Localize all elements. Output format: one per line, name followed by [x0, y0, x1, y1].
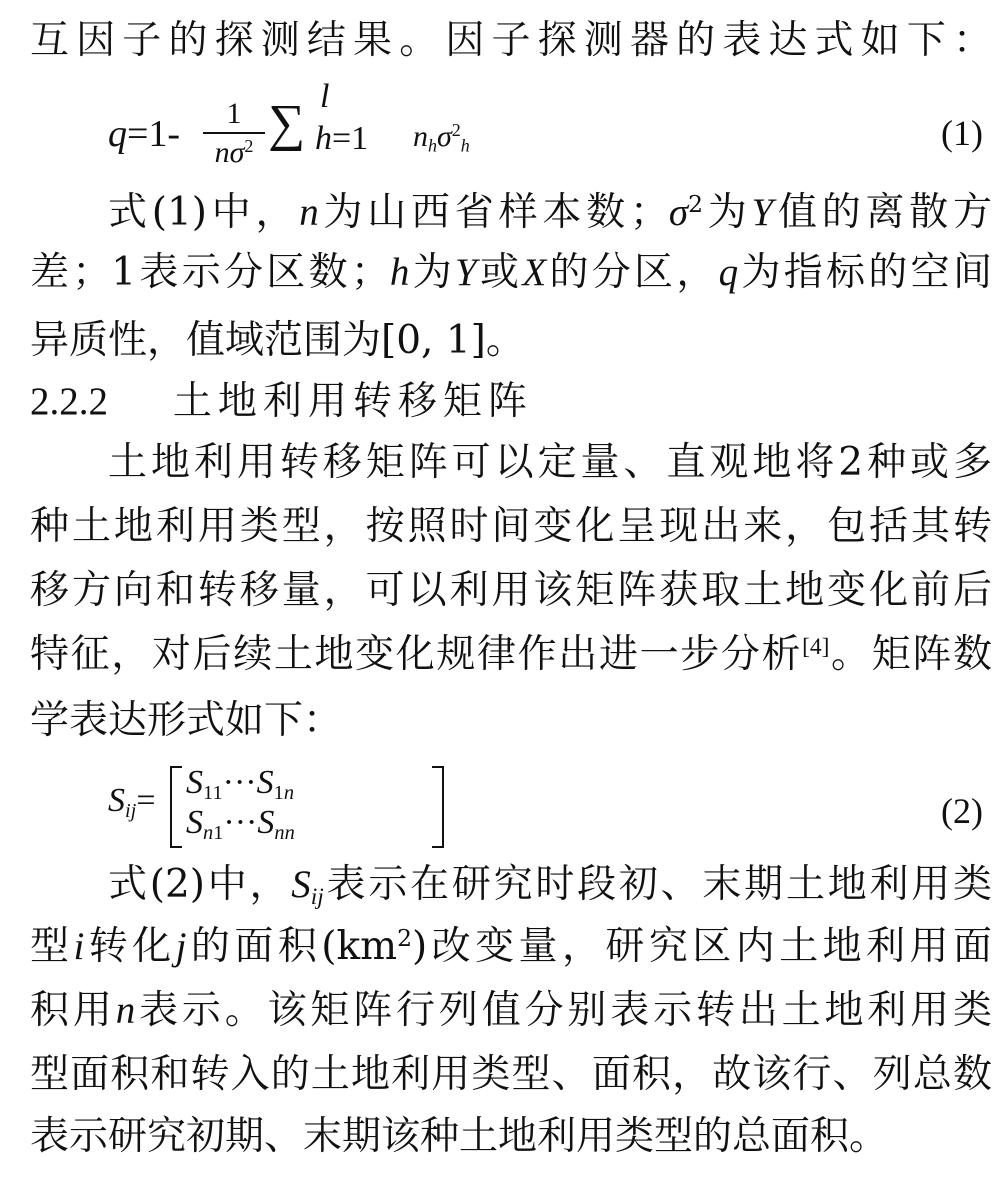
- text-line: 学表达形式如下：: [30, 698, 343, 743]
- text-line: 土地利用转移矩阵可以定量、直观地将2种或多: [108, 440, 992, 485]
- text-span: 特征，对后续土地变化规律作出进一步分析: [30, 632, 803, 677]
- section-number: 2.2.2: [30, 380, 108, 423]
- equation-number: (2): [941, 791, 983, 831]
- text-span: 表示在研究时段初、末期土地利用类: [323, 862, 992, 907]
- text-line: 移方向和转移量，可以利用该矩阵获取土地变化前后: [30, 568, 992, 613]
- citation-ref: [4]: [802, 634, 830, 661]
- text-line: 式(1)中，n为山西省样本数；$\sigma^2$为Y值的离散方: [108, 190, 992, 235]
- fraction: 1 $n\sigma^2$: [203, 98, 265, 170]
- text-span: 表示。该矩阵行列值分别表示转出土地利用类: [135, 988, 992, 1033]
- text-line: 异质性，值域范围为[0, 1]。: [30, 318, 525, 363]
- text-line: 种土地利用类型，按照时间变化呈现出来，包括其转: [30, 504, 992, 549]
- text-line: 互因子的探测结果。因子探测器的表达式如下：: [30, 18, 992, 63]
- text-line: 式(2)中，$S_{ij}$表示在研究时段初、末期土地利用类: [108, 862, 992, 911]
- section-heading: [30, 375, 992, 429]
- text-span: 转化: [84, 924, 176, 969]
- text-span: 式(2)中，: [108, 862, 292, 907]
- bracket-right: [432, 766, 444, 848]
- text-span: 的面积(km: [186, 924, 398, 969]
- text-line: 型面积和转入的土地利用类型、面积，故该行、列总数: [30, 1052, 992, 1097]
- equation-2: $S_{ij}=$ $S_{11}\cdot\cdot\cdot S_{1n}$ $S_{n1}\cdot\cdot\cdot S_{nn}$: [108, 760, 508, 850]
- text-span: 积用: [30, 988, 116, 1033]
- text-span: 型: [30, 924, 74, 969]
- text-span: 。矩阵数: [829, 632, 992, 677]
- bracket-left: [170, 766, 182, 848]
- equation-number: (1): [941, 113, 983, 153]
- section-title: 土地利用转移矩阵: [172, 379, 533, 424]
- text-line: 表示研究初期、末期该种土地利用类型的总面积。: [30, 1114, 889, 1159]
- text-line: 差；1表示分区数；h为Y或X的分区，q为指标的空间: [30, 250, 992, 295]
- text-span: )改变量，研究区内土地利用面: [411, 924, 992, 969]
- text-line: 积用n表示。该矩阵行列值分别表示转出土地利用类: [30, 988, 992, 1033]
- text-line: [30, 628, 992, 682]
- equation-1: q=1- 1 $n\sigma^2$ ∑ l h=1 $n_h\sigma^2_h$: [108, 78, 470, 169]
- text-line: 型i转化j的面积$(km^2)$改变量，研究区内土地利用面: [30, 924, 992, 969]
